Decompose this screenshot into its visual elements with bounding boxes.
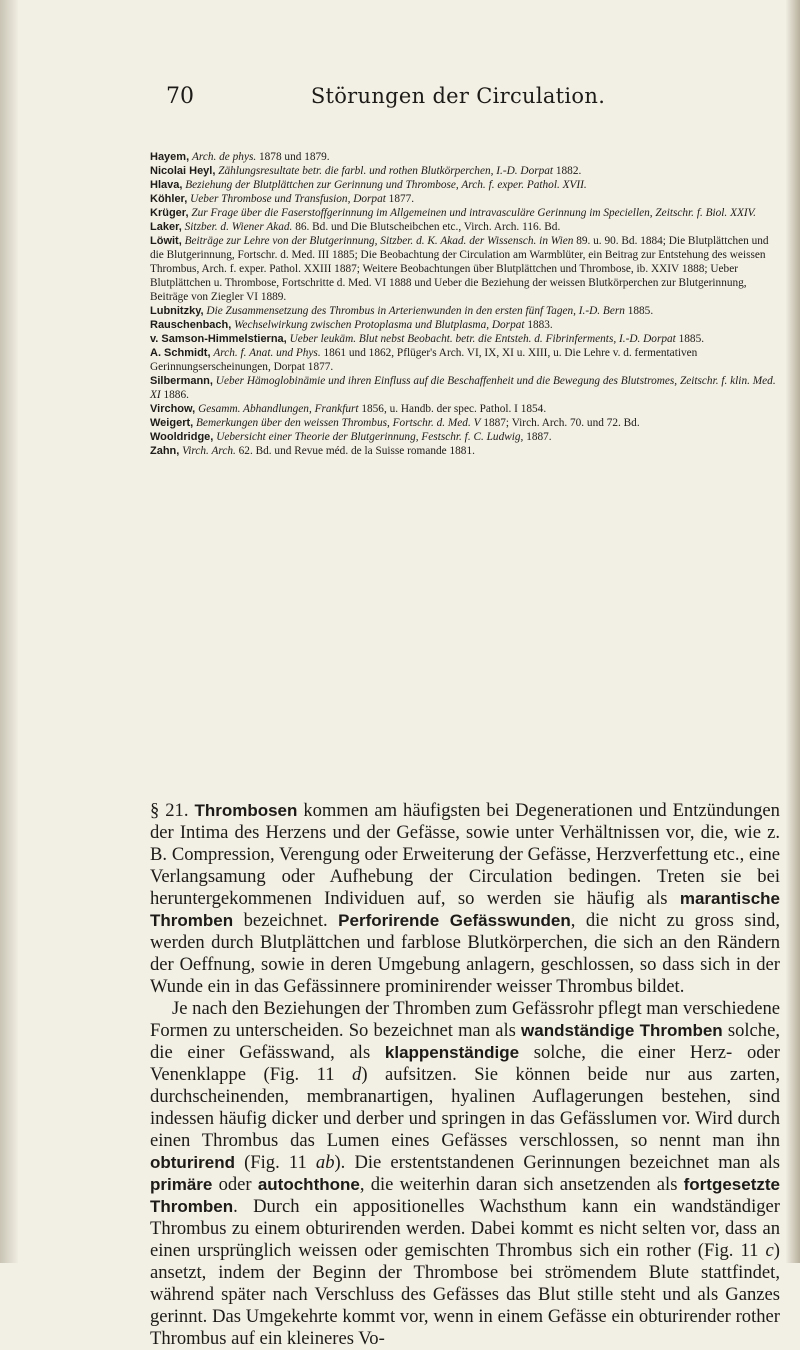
paragraph-text: . Durch ein appositionelles Wachsthum kann ein wandständiger Thrombus zu einem obturirenden werden. Dabei kommt es nicht selten vor, dass an einen ursprünglich weissen oder gemischten Thrombus sich ein rother (Fig. 11 bbox=[150, 1196, 780, 1261]
reference-citation: Beiträge zur Lehre von der Blutgerinnung, Sitzber. d. K. Akad. der Wissensch. in Wien bbox=[184, 235, 574, 247]
reference-detail: 62. Bd. und Revue méd. de la Suisse romande 1881. bbox=[235, 445, 475, 457]
paragraph-text: solche, die einer Herz- oder Venenklappe (Fig. 11 bbox=[150, 1042, 780, 1085]
paragraph-text: ) ansetzt, indem der Beginn der Thrombose bei strömendem Blute stattfindet, während später nach Verschluss des Gefässes das Blut stille steht und als Ganzes gerinnt. Das Umgekehrte kommt vor, wenn in einem Gefässe ein obturirender rother Thrombus auf ein kleineres Vo- bbox=[150, 1240, 780, 1349]
page-number: 70 bbox=[166, 84, 194, 109]
reference-item bbox=[150, 150, 785, 164]
reference-citation: Arch. f. Anat. und Phys. bbox=[213, 347, 321, 359]
reference-citation: Ueber Thrombose und Transfusion, Dorpat bbox=[190, 193, 386, 205]
reference-detail: 1887. bbox=[523, 431, 552, 443]
figure-ref-c: c bbox=[765, 1240, 774, 1261]
figure-ref-ab: ab bbox=[315, 1152, 335, 1173]
body-text bbox=[150, 800, 780, 1350]
figure-ref-d: d bbox=[352, 1064, 362, 1085]
reference-item bbox=[150, 234, 785, 304]
reference-citation: Zur Frage über die Faserstoffgerinnung im Allgemeinen und intravasculäre Gerinnung im Speciellen, Zeitschr. f. Biol. XXIV. bbox=[191, 207, 756, 219]
reference-detail: 1887; Virch. Arch. 70. und 72. Bd. bbox=[480, 417, 640, 429]
reference-citation: Beziehung der Blutplättchen zur Gerinnung und Thrombose, Arch. f. exper. Pathol. XVII. bbox=[185, 179, 587, 191]
reference-item bbox=[150, 430, 785, 444]
reference-citation: Sitzber. d. Wiener Akad. bbox=[184, 221, 293, 233]
reference-author: Virchow, bbox=[150, 403, 196, 415]
reference-detail: 89. u. 90. Bd. 1884; Die Blutplättchen und die Blutgerinnung, Fortschr. d. Med. III 1885; Die Beobachtung der Circulation am Warmblüter, ein Beitrag zur Entstehung des weissen Thrombus, Arch. f. exper. Pathol. XXIII 1887; Weitere Beobachtungen über Blutplättchen und Thrombose, ib. XXIV 1888; Ueber Blutplättchen u. Thrombose, Fortschritte d. Med. VI 1888 und Ueber die Beziehung der weissen Blutkörperchen zur Blutgerinnung, Beiträge von Ziegler VI 1889. bbox=[150, 235, 769, 303]
reference-author: Wooldridge, bbox=[150, 431, 214, 443]
reference-item bbox=[150, 374, 785, 402]
reference-author: Weigert, bbox=[150, 417, 194, 429]
reference-detail: 86. Bd. und Die Blutscheibchen etc., Virch. Arch. 116. Bd. bbox=[292, 221, 561, 233]
term-marantische-thromben: marantische Thromben bbox=[150, 889, 780, 930]
reference-author: Krüger, bbox=[150, 207, 189, 219]
reference-detail: 1861 und 1862, Pflüger's Arch. VI, IX, XI u. XIII, u. Die Lehre v. d. fermentativen Gerinnungserscheinungen, Dorpat 1877. bbox=[150, 347, 698, 373]
reference-author: Köhler, bbox=[150, 193, 188, 205]
running-title: Störungen der Circulation. bbox=[310, 84, 606, 108]
term-fortgesetzte-thromben: fortgesetzte Thromben bbox=[150, 1175, 780, 1216]
term-primaere: primäre bbox=[150, 1175, 213, 1194]
reference-list bbox=[150, 150, 785, 458]
reference-detail: 1885. bbox=[624, 305, 654, 317]
reference-citation: Ueber Hämoglobinämie und ihren Einfluss auf die Beschaffenheit und die Bewegung des Blutstromes, Zeitschr. f. klin. Med. XI bbox=[150, 375, 776, 401]
term-klappenstaendige: klappenständige bbox=[384, 1043, 520, 1062]
reference-item bbox=[150, 402, 785, 416]
reference-citation: Arch. de phys. bbox=[191, 151, 257, 163]
paragraph-text: solche, die einer Gefässwand, als bbox=[150, 1020, 780, 1063]
reference-author: Löwit, bbox=[150, 235, 182, 247]
paragraph-text: (Fig. 11 bbox=[235, 1152, 316, 1173]
reference-author: Lubnitzky, bbox=[150, 305, 204, 317]
paragraph-section-21 bbox=[150, 800, 780, 998]
reference-author: Laker, bbox=[150, 221, 182, 233]
reference-citation: Bemerkungen über den weissen Thrombus, Fortschr. d. Med. V bbox=[196, 417, 481, 429]
paragraph-text: ). Die erstentstandenen Gerinnungen bezeichnet man als bbox=[334, 1152, 780, 1173]
reference-detail: 1877. bbox=[385, 193, 415, 205]
reference-item bbox=[150, 192, 785, 206]
paragraph-forms bbox=[150, 998, 780, 1350]
page-header bbox=[134, 82, 782, 114]
reference-item bbox=[150, 444, 785, 458]
reference-author: Silbermann, bbox=[150, 375, 213, 387]
page-edge-right bbox=[786, 0, 800, 1263]
paragraph-text: ) aufsitzen. Sie können beide nur aus zarten, durchscheinenden, membranartigen, hyalinen Auflagerungen bestehen, sind indessen häufig dicker und derber und springen in das Gefässlumen vor. Wird durch einen Thrombus das Lumen eines Gefässes verschlossen, so nennt man ihn bbox=[150, 1064, 780, 1151]
reference-item bbox=[150, 416, 785, 430]
reference-item bbox=[150, 206, 785, 220]
term-autochthone: autochthone bbox=[257, 1175, 360, 1194]
reference-detail: 1885. bbox=[675, 333, 705, 345]
term-thrombosen: Thrombosen bbox=[194, 801, 298, 820]
reference-author: Hlava, bbox=[150, 179, 183, 191]
reference-citation: Ueber leukäm. Blut nebst Beobacht. betr. die Entsteh. d. Fibrinferments, I.-D. Dorpat bbox=[289, 333, 676, 345]
reference-detail: 1883. bbox=[524, 319, 553, 331]
reference-author: Hayem, bbox=[150, 151, 190, 163]
reference-citation: Die Zusammensetzung des Thrombus in Arterienwunden in den ersten fünf Tagen, I.-D. Bern bbox=[206, 305, 625, 317]
paragraph-text: Je nach den Beziehungen der Thromben zum Gefässrohr pflegt man verschiedene Formen zu unterscheiden. So bezeichnet man als bbox=[150, 998, 780, 1041]
reference-item bbox=[150, 178, 785, 192]
section-number: § 21. bbox=[150, 800, 195, 821]
reference-detail: 1856, u. Handb. der spec. Pathol. I 1854. bbox=[358, 403, 547, 415]
reference-detail: 1878 und 1879. bbox=[256, 151, 330, 163]
reference-item bbox=[150, 220, 785, 234]
reference-detail: 1886. bbox=[160, 389, 189, 401]
reference-item bbox=[150, 304, 785, 318]
reference-author: Zahn, bbox=[150, 445, 180, 457]
paragraph-text: , die nicht zu gross sind, werden durch Blutplättchen und farblose Blutkörperchen, die sich an den Rändern der Oeffnung, sowie in deren Umgebung anlagern, geschlossen, so dass sich in der Wunde ein in das Gefässinnere prominirender weisser Thrombus bildet. bbox=[150, 910, 780, 997]
paragraph-text: oder bbox=[212, 1174, 258, 1195]
reference-author: Rauschenbach, bbox=[150, 319, 232, 331]
reference-citation: Wechselwirkung zwischen Protoplasma und Blutplasma, Dorpat bbox=[234, 319, 525, 331]
reference-item bbox=[150, 332, 785, 346]
reference-citation: Virch. Arch. bbox=[182, 445, 236, 457]
reference-citation: Gesamm. Abhandlungen, Frankfurt bbox=[198, 403, 359, 415]
term-perforirende-gefaesswunden: Perforirende Gefässwunden bbox=[338, 911, 571, 930]
reference-item bbox=[150, 318, 785, 332]
reference-detail: 1882. bbox=[553, 165, 582, 177]
paragraph-text: , die weiterhin daran sich ansetzenden als bbox=[359, 1174, 684, 1195]
term-obturirend: obturirend bbox=[150, 1153, 235, 1172]
reference-citation: Zählungsresultate betr. die farbl. und rothen Blutkörperchen, I.-D. Dorpat bbox=[218, 165, 554, 177]
reference-author: A. Schmidt, bbox=[150, 347, 211, 359]
paragraph-text: bezeichnet. bbox=[233, 910, 339, 931]
reference-item bbox=[150, 346, 785, 374]
reference-author: Nicolai Heyl, bbox=[150, 165, 216, 177]
reference-author: v. Samson-Himmelstierna, bbox=[150, 333, 287, 345]
reference-item bbox=[150, 164, 785, 178]
term-wandstaendige-thromben: wandständige Thromben bbox=[521, 1021, 723, 1040]
paragraph-text: kommen am häufigsten bei Degenerationen und Entzündungen der Intima des Herzens und der Gefässe, sowie unter Verhältnissen vor, die, wie z. B. Compression, Verengung oder Erweiterung der Gefässe, Herzverfettung etc., eine Verlangsamung oder Aufhebung der Circulation bedingen. Treten sie bei heruntergekommenen Individuen auf, so werden sie häufig als bbox=[150, 800, 780, 909]
page-edge-left bbox=[0, 0, 18, 1263]
reference-citation: Uebersicht einer Theorie der Blutgerinnung, Festschr. f. C. Ludwig, bbox=[216, 431, 524, 443]
